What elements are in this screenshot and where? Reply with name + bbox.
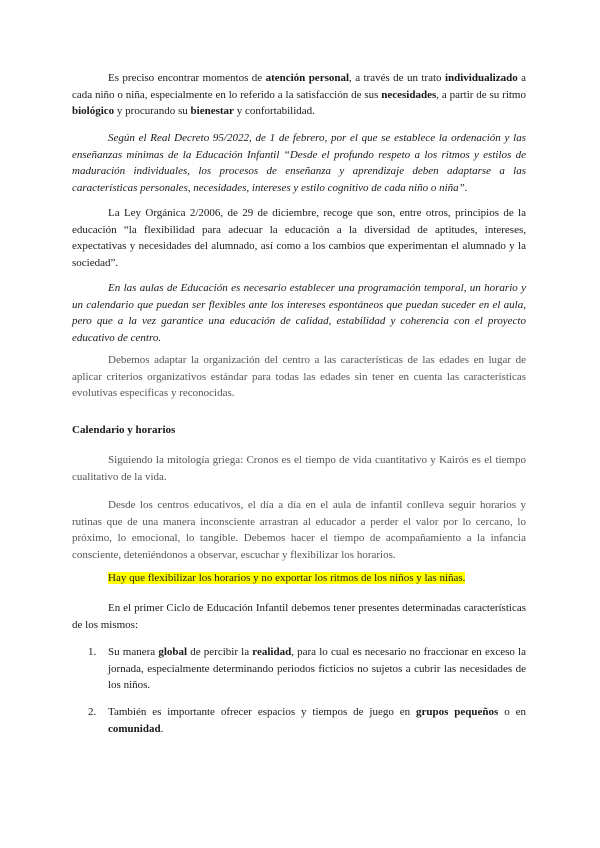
list-item-text: [108, 704, 526, 737]
paragraph-highlighted: [72, 570, 526, 587]
text-run: o en: [498, 706, 526, 718]
bold-term: grupos pequeños: [416, 706, 499, 718]
text-run: Es preciso encontrar momentos de: [108, 72, 266, 84]
paragraph-atencion-personal: [72, 70, 526, 120]
list-number: 2.: [88, 706, 97, 718]
text-run: También es importante ofrecer espacios y tiempos de juego en: [108, 706, 416, 718]
paragraph-primer-ciclo: En el primer Ciclo de Educación Infantil debemos tener presentes determinadas características de los mismos:: [72, 602, 526, 631]
list-item: [90, 704, 526, 737]
bold-term: bienestar: [190, 105, 234, 118]
text-run: , a través de un trato: [349, 72, 445, 84]
paragraph-ley-organica: La Ley Orgánica 2/2006, de 29 de diciembre, recoge que son, entre otros, principios de la educación “la flexibilidad para adecuar la educación a la diversidad de aptitudes, intereses, expectativas y necesidades del alumnado, así como a los cambios que experimentan el alumnado y la sociedad”.: [72, 207, 526, 269]
list-item-text: [108, 644, 526, 694]
text-run: y confortabilidad.: [233, 105, 315, 118]
text-run: , a partir de su ritmo: [436, 88, 526, 101]
bold-term: biológico: [72, 105, 115, 118]
bold-term: atención personal: [265, 72, 350, 84]
text-run: a cada niño o niña, especialmente en lo referido a la satisfacción de sus: [72, 72, 526, 101]
list-item: [90, 644, 526, 694]
paragraph-mitologia: Siguiendo la mitología griega: Cronos es el tiempo de vida cuantitativo y Kairós es el tiempo cualitativo de la vida.: [72, 454, 526, 483]
paragraph-centros-educativos: Desde los centros educativos, el día a día en el aula de infantil conlleva seguir horarios y rutinas que de una manera inconsciente arrastran al educador a perder el valor por lo cercano, lo próximo, lo emocional, lo tangible. Debemos hacer el tiempo de acompañamiento a la infancia consciente, deteniéndonos a observar, escuchar y flexibilizar los horarios.: [72, 499, 526, 561]
text-run: y procurando su: [114, 105, 191, 118]
section-heading: Calendario y horarios: [72, 424, 176, 436]
list-number: 1.: [88, 646, 97, 658]
text-run: , para lo cual es necesario no fraccionar en exceso la jornada, especialmente determinando periodos ficticios no sujetos a cubrir las necesidades de los niños.: [108, 646, 526, 692]
bold-term: realidad: [252, 646, 292, 658]
bold-term: comunidad: [108, 722, 161, 735]
paragraph-aulas-educacion: En las aulas de Educación es necesario establecer una programación temporal, un horario y un calendario que puedan ser flexibles ante los intereses espontáneos que puedan suceder en el aula, pero que a la vez garantice una educación de calidad, estabilidad y coherencia con el proyecto educativo de centro.: [72, 282, 526, 344]
paragraph-adaptar-organizacion: Debemos adaptar la organización del centro a las características de las edades en lugar de aplicar criterios organizativos estándar para todas las edades sin tener en cuenta las características evolutivas específicas y reconocidas.: [72, 354, 526, 400]
bold-term: necesidades: [381, 88, 437, 101]
bold-term: global: [158, 646, 188, 658]
highlighted-text: Hay que flexibilizar los horarios y no exportar los ritmos de los niños y las niñas.: [108, 572, 466, 584]
paragraph-real-decreto: Según el Real Decreto 95/2022, de 1 de febrero, por el que se establece la ordenación y las enseñanzas mínimas de la Educación Infantil “Desde el profundo respeto a los ritmos y estilos de maduración individuales, los procesos de enseñanza y aprendizaje deben adaptarse a las características personales, necesidades, intereses y estilo cognitivo de cada niño o niña”.: [72, 132, 526, 194]
bold-term: individualizado: [444, 72, 518, 84]
text-run: .: [160, 722, 164, 735]
text-run: de percibir la: [187, 646, 253, 658]
text-run: Su manera: [108, 646, 159, 658]
